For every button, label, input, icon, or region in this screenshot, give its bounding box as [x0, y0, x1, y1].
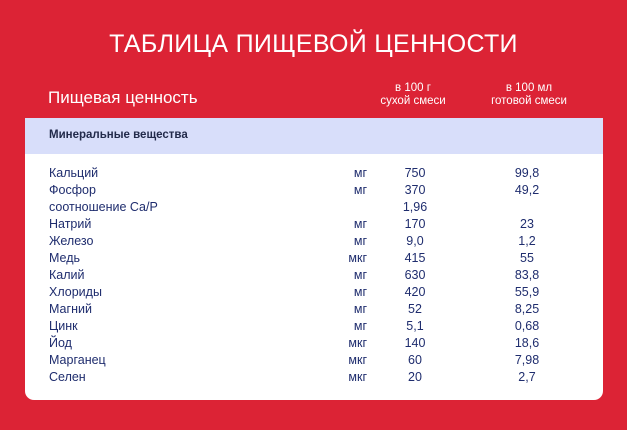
- table-row: [25, 182, 603, 199]
- nutrient-unit: мкг: [348, 370, 367, 384]
- nutrient-name: соотношение Са/Р: [49, 200, 158, 214]
- value-ready: 55: [520, 251, 534, 265]
- nutrition-value-label: Пищевая ценность: [48, 88, 198, 107]
- table-row: [25, 267, 603, 284]
- value-dry: 20: [408, 370, 422, 384]
- value-dry: 1,96: [402, 200, 428, 214]
- value-ready: 99,8: [514, 166, 540, 180]
- nutrient-name: Калий: [49, 268, 85, 282]
- table-row: [25, 284, 603, 301]
- value-dry: 420: [404, 285, 426, 299]
- nutrient-unit: мкг: [348, 251, 367, 265]
- table-row: [25, 216, 603, 233]
- nutrient-name: Марганец: [49, 353, 106, 367]
- column-header-ready-line1: в 100 мл: [505, 82, 553, 94]
- value-dry: 5,1: [406, 319, 424, 333]
- column-header-dry: [357, 82, 469, 108]
- nutrient-unit: мг: [353, 319, 367, 333]
- column-header-dry-line2: сухой смеси: [380, 95, 446, 107]
- column-header-ready-line2: готовой смеси: [491, 95, 567, 107]
- section-header: [25, 118, 603, 154]
- table-body: [25, 165, 603, 386]
- table-row: [25, 335, 603, 352]
- value-ready: 8,25: [514, 302, 540, 316]
- value-dry: 170: [404, 217, 426, 231]
- nutrient-name: Кальций: [49, 166, 99, 180]
- value-ready: 18,6: [514, 336, 540, 350]
- table-row: [25, 250, 603, 267]
- nutrient-unit: мг: [353, 217, 367, 231]
- nutrient-name: Натрий: [49, 217, 92, 231]
- nutrition-table-card: [25, 118, 603, 400]
- table-row: [25, 369, 603, 386]
- nutrient-unit: мкг: [348, 336, 367, 350]
- table-row: [25, 352, 603, 369]
- nutrient-unit: мг: [353, 166, 367, 180]
- nutrient-name: Хлориды: [49, 285, 102, 299]
- table-row: [25, 199, 603, 216]
- value-dry: 750: [404, 166, 426, 180]
- value-dry: 415: [404, 251, 426, 265]
- nutrient-name: Йод: [49, 336, 72, 350]
- nutrient-unit: мг: [353, 183, 367, 197]
- value-ready: 49,2: [514, 183, 540, 197]
- value-ready: 2,7: [518, 370, 536, 384]
- value-dry: 9,0: [406, 234, 424, 248]
- nutrient-unit: мг: [353, 302, 367, 316]
- nutrient-unit: мкг: [348, 353, 367, 367]
- nutrient-name: Цинк: [49, 319, 78, 333]
- table-row: [25, 301, 603, 318]
- value-dry: 52: [408, 302, 422, 316]
- column-header-ready: [473, 82, 585, 108]
- table-row: [25, 165, 603, 182]
- value-ready: 0,68: [514, 319, 540, 333]
- table-header: [0, 82, 627, 118]
- value-ready: 7,98: [514, 353, 540, 367]
- nutrient-name: Фосфор: [49, 183, 96, 197]
- nutrient-name: Селен: [49, 370, 86, 384]
- table-row: [25, 233, 603, 250]
- value-ready: 1,2: [518, 234, 536, 248]
- value-dry: 370: [404, 183, 426, 197]
- nutrient-unit: мг: [353, 234, 367, 248]
- page-title: ТАБЛИЦА ПИЩЕВОЙ ЦЕННОСТИ: [109, 30, 518, 58]
- value-dry: 630: [404, 268, 426, 282]
- nutrient-unit: мг: [353, 268, 367, 282]
- nutrient-name: Магний: [49, 302, 92, 316]
- table-row: [25, 318, 603, 335]
- value-dry: 60: [408, 353, 422, 367]
- nutrient-name: Железо: [49, 234, 94, 248]
- nutrient-name: Медь: [49, 251, 81, 265]
- column-header-dry-line1: в 100 г: [395, 82, 431, 94]
- value-ready: 23: [520, 217, 534, 231]
- value-ready: 55,9: [514, 285, 540, 299]
- value-ready: 83,8: [514, 268, 540, 282]
- section-title: Минеральные вещества: [49, 129, 188, 141]
- nutrient-unit: мг: [353, 285, 367, 299]
- value-dry: 140: [404, 336, 426, 350]
